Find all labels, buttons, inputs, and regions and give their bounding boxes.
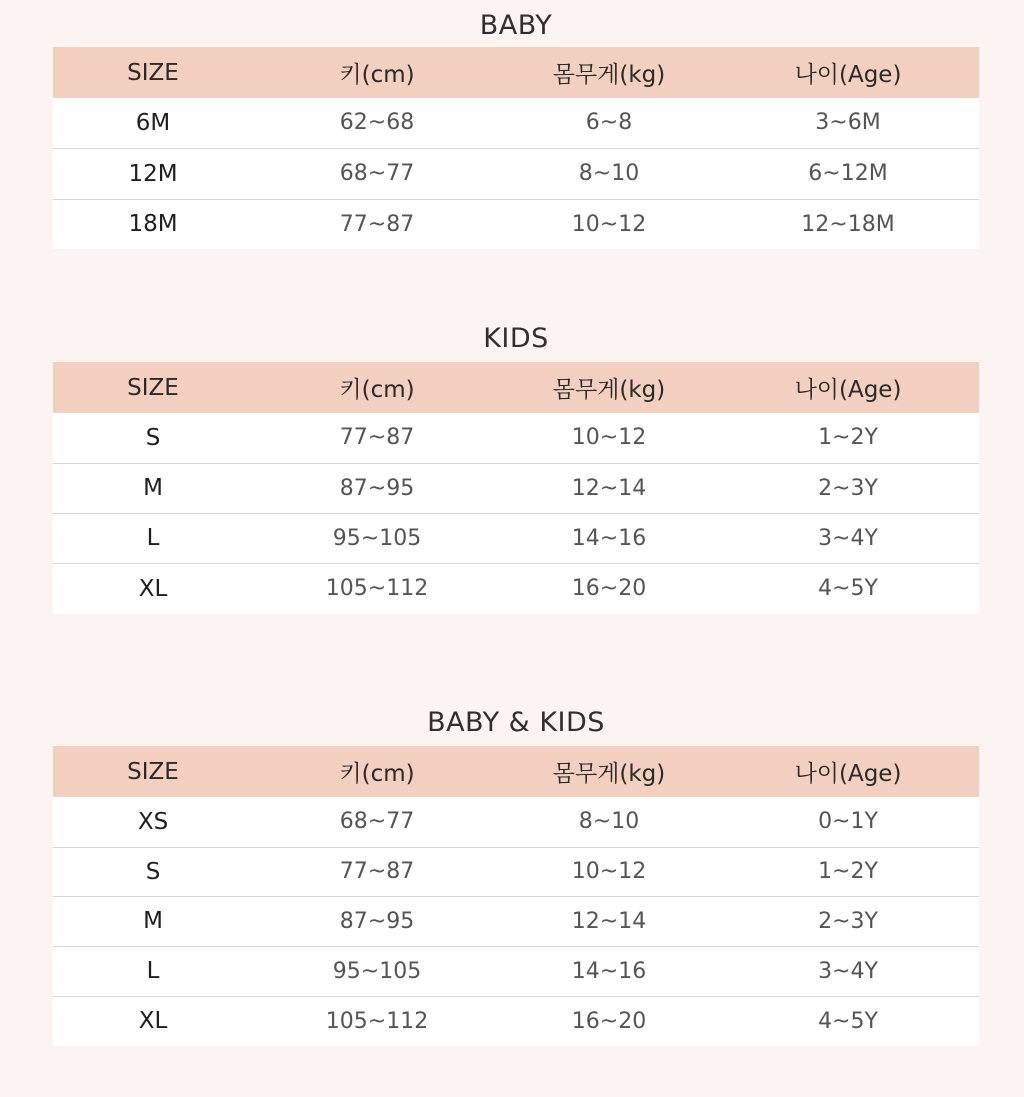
height-cell: 62~68 [253, 98, 501, 148]
age-cell: 3~4Y [717, 946, 979, 996]
age-cell: 3~6M [717, 98, 979, 148]
header-age: 나이(Age) [717, 746, 979, 797]
weight-cell: 14~16 [501, 946, 717, 996]
age-cell: 6~12M [717, 148, 979, 199]
header-age: 나이(Age) [717, 47, 979, 98]
table-row [53, 413, 979, 463]
baby-kids-section-title: BABY & KIDS [427, 707, 605, 738]
size-cell: 18M [128, 211, 178, 238]
size-cell: M [53, 896, 253, 946]
header-weight: 몸무게(kg) [501, 746, 717, 797]
weight-cell: 10~12 [501, 413, 717, 463]
header-height: 키(cm) [253, 362, 501, 413]
header-height: 키(cm) [253, 746, 501, 797]
header-size: SIZE [53, 362, 253, 413]
height-cell: 77~87 [253, 847, 501, 896]
age-cell: 2~3Y [717, 896, 979, 946]
height-cell: 68~77 [253, 148, 501, 199]
height-cell: 87~95 [253, 896, 501, 946]
table-row [53, 797, 979, 847]
height-cell: 95~105 [253, 946, 501, 996]
weight-cell: 6~8 [501, 98, 717, 148]
height-cell: 77~87 [339, 211, 415, 237]
header-weight: 몸무게(kg) [501, 362, 717, 413]
kids-section-title: KIDS [483, 323, 549, 354]
table-header-row [53, 746, 979, 797]
size-cell: 12M [53, 148, 253, 199]
table-row [53, 563, 979, 614]
weight-cell: 12~14 [501, 463, 717, 513]
age-cell: 2~3Y [717, 463, 979, 513]
baby-kids-size-table [53, 746, 979, 1046]
table-row [53, 996, 979, 1046]
age-cell: 1~2Y [717, 847, 979, 896]
age-cell: 4~5Y [818, 576, 878, 602]
table-row [53, 98, 979, 148]
weight-cell: 12~14 [501, 896, 717, 946]
weight-cell: 10~12 [501, 847, 717, 896]
size-cell: XL [138, 575, 168, 602]
age-cell: 4~5Y [818, 1008, 878, 1034]
table-row [53, 946, 979, 996]
table-row [53, 199, 979, 249]
size-cell: 6M [53, 98, 253, 148]
size-cell: XL [138, 1008, 168, 1035]
size-cell: M [53, 463, 253, 513]
age-cell: 3~4Y [717, 513, 979, 563]
table-row [53, 896, 979, 946]
weight-cell: 16~20 [571, 1008, 647, 1034]
weight-cell: 14~16 [501, 513, 717, 563]
table-row [53, 847, 979, 896]
height-cell: 105~112 [325, 1008, 429, 1034]
table-row [53, 463, 979, 513]
age-cell: 12~18M [801, 211, 895, 237]
size-cell: L [53, 946, 253, 996]
weight-cell: 8~10 [501, 148, 717, 199]
header-size: SIZE [53, 746, 253, 797]
header-age: 나이(Age) [717, 362, 979, 413]
height-cell: 68~77 [253, 797, 501, 847]
age-cell: 1~2Y [717, 413, 979, 463]
header-height: 키(cm) [253, 47, 501, 98]
table-header-row [53, 47, 979, 98]
height-cell: 77~87 [253, 413, 501, 463]
size-cell: L [53, 513, 253, 563]
baby-size-table [53, 47, 979, 249]
table-row [53, 148, 979, 199]
baby-section-title: BABY [479, 10, 553, 41]
table-header-row [53, 362, 979, 413]
size-cell: S [53, 847, 253, 896]
weight-cell: 10~12 [571, 211, 647, 237]
size-cell: XS [53, 797, 253, 847]
header-size: SIZE [53, 47, 253, 98]
kids-size-table [53, 362, 979, 614]
height-cell: 95~105 [253, 513, 501, 563]
header-weight: 몸무게(kg) [501, 47, 717, 98]
height-cell: 105~112 [325, 576, 429, 602]
age-cell: 0~1Y [717, 797, 979, 847]
weight-cell: 8~10 [501, 797, 717, 847]
weight-cell: 16~20 [571, 576, 647, 602]
size-cell: S [53, 413, 253, 463]
height-cell: 87~95 [253, 463, 501, 513]
table-row [53, 513, 979, 563]
